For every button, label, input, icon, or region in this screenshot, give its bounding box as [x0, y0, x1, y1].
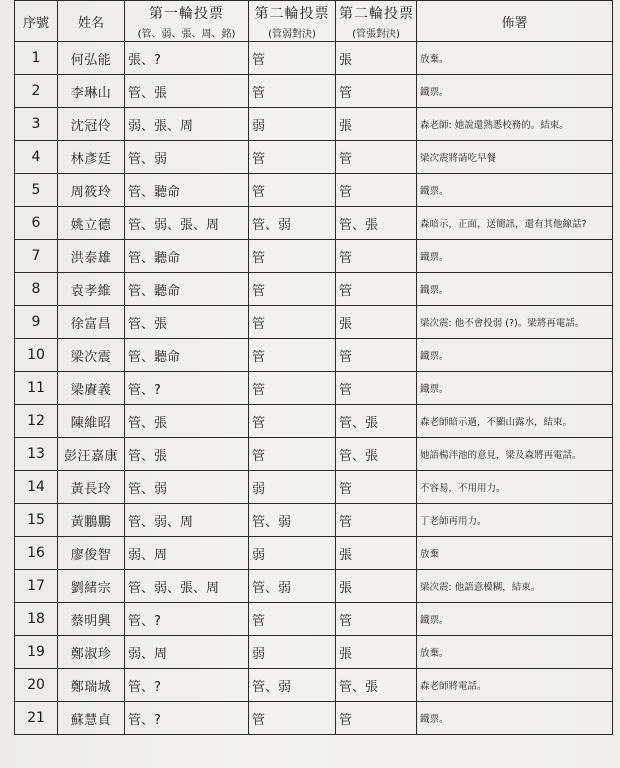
cell-name: 李琳山 — [58, 75, 125, 108]
cell-name: 姚立德 — [58, 207, 125, 240]
cell-round2: 管、弱 — [249, 504, 336, 537]
cell-round1: 管、弱 — [125, 471, 249, 504]
cell-note: 梁次震將請吃早餐 — [417, 141, 613, 174]
cell-round2: 管 — [249, 339, 336, 372]
table-row — [15, 372, 613, 405]
cell-round3: 管、張 — [336, 207, 417, 240]
cell-round3: 管 — [336, 273, 417, 306]
cell-round3: 張 — [336, 108, 417, 141]
cell-seq: 10 — [15, 339, 58, 372]
cell-note: 森老師將電話。 — [417, 669, 613, 702]
cell-round2: 弱 — [249, 471, 336, 504]
cell-round3: 張 — [336, 306, 417, 339]
cell-round2: 管 — [249, 306, 336, 339]
cell-round2: 管、弱 — [249, 570, 336, 603]
cell-note: 鐵票。 — [417, 372, 613, 405]
cell-round1: 管、張 — [125, 405, 249, 438]
table-row — [15, 306, 613, 339]
cell-seq: 11 — [15, 372, 58, 405]
header-note: 佈署 — [417, 1, 613, 42]
cell-name: 洪泰雄 — [58, 240, 125, 273]
table-row — [15, 603, 613, 636]
cell-round1: 管、? — [125, 702, 249, 735]
cell-round3: 管、張 — [336, 438, 417, 471]
cell-seq: 6 — [15, 207, 58, 240]
cell-seq: 19 — [15, 636, 58, 669]
cell-name: 梁次震 — [58, 339, 125, 372]
table-row — [15, 339, 613, 372]
header-round2 — [249, 1, 336, 42]
cell-note: 梁次震: 他不會投弱 (?)。梁將再電話。 — [417, 306, 613, 339]
cell-round2: 管 — [249, 42, 336, 75]
cell-round3: 管 — [336, 471, 417, 504]
cell-round2: 管 — [249, 240, 336, 273]
cell-round1: 管、弱、張、周 — [125, 207, 249, 240]
table-row — [15, 240, 613, 273]
table-row — [15, 141, 613, 174]
cell-round2: 管 — [249, 75, 336, 108]
cell-round2: 弱 — [249, 636, 336, 669]
cell-round2: 管、弱 — [249, 669, 336, 702]
cell-round3: 張 — [336, 570, 417, 603]
cell-note: 森老師: 她說還熟悉校務的。結束。 — [417, 108, 613, 141]
cell-seq: 4 — [15, 141, 58, 174]
cell-seq: 18 — [15, 603, 58, 636]
cell-round1: 管、聽命 — [125, 174, 249, 207]
cell-name: 劉緒宗 — [58, 570, 125, 603]
table-row — [15, 273, 613, 306]
cell-name: 周筱玲 — [58, 174, 125, 207]
cell-note: 梁次震: 他語意模糊，結束。 — [417, 570, 613, 603]
cell-note: 放棄。 — [417, 42, 613, 75]
cell-name: 黃鵬鵬 — [58, 504, 125, 537]
cell-note: 鐵票。 — [417, 603, 613, 636]
header-name: 姓名 — [58, 1, 125, 42]
cell-name: 蘇慧貞 — [58, 702, 125, 735]
table-row — [15, 636, 613, 669]
cell-name: 鄭瑞城 — [58, 669, 125, 702]
cell-name: 何弘能 — [58, 42, 125, 75]
cell-name: 彭汪嘉康 — [58, 438, 125, 471]
cell-round1: 管、聽命 — [125, 273, 249, 306]
cell-round3: 管、張 — [336, 669, 417, 702]
cell-note: 她語楊泮池的意見，梁及森將再電話。 — [417, 438, 613, 471]
vote-table — [14, 0, 613, 735]
cell-round1: 管、? — [125, 669, 249, 702]
table-row — [15, 537, 613, 570]
table-row — [15, 108, 613, 141]
cell-note: 放棄 — [417, 537, 613, 570]
cell-seq: 12 — [15, 405, 58, 438]
cell-seq: 5 — [15, 174, 58, 207]
cell-round1: 管、? — [125, 603, 249, 636]
cell-round2: 管 — [249, 174, 336, 207]
cell-round3: 管 — [336, 174, 417, 207]
cell-seq: 8 — [15, 273, 58, 306]
cell-seq: 14 — [15, 471, 58, 504]
cell-round3: 管 — [336, 504, 417, 537]
cell-round1: 弱、周 — [125, 537, 249, 570]
cell-round2: 管 — [249, 603, 336, 636]
cell-name: 徐富昌 — [58, 306, 125, 339]
table-row — [15, 471, 613, 504]
cell-seq: 20 — [15, 669, 58, 702]
cell-seq: 9 — [15, 306, 58, 339]
cell-note: 鐵票。 — [417, 75, 613, 108]
cell-round3: 管 — [336, 702, 417, 735]
cell-round1: 管、聽命 — [125, 339, 249, 372]
cell-seq: 3 — [15, 108, 58, 141]
header-round2-title: 第二輪投票 — [254, 5, 330, 22]
table-row — [15, 207, 613, 240]
cell-round3: 管 — [336, 141, 417, 174]
cell-note: 鐵票。 — [417, 240, 613, 273]
table-row — [15, 504, 613, 537]
cell-note: 鐵票。 — [417, 339, 613, 372]
cell-seq: 7 — [15, 240, 58, 273]
cell-round2: 弱 — [249, 108, 336, 141]
cell-seq: 1 — [15, 42, 58, 75]
cell-round2: 管 — [249, 372, 336, 405]
cell-seq: 16 — [15, 537, 58, 570]
cell-round1: 張、? — [125, 42, 249, 75]
cell-name: 黃長玲 — [58, 471, 125, 504]
cell-seq: 15 — [15, 504, 58, 537]
cell-round1: 弱、張、周 — [125, 108, 249, 141]
cell-note: 不容易，不用用力。 — [417, 471, 613, 504]
table-row — [15, 75, 613, 108]
header-round2-sub: (管弱對決) — [268, 28, 316, 40]
cell-round2: 管 — [249, 405, 336, 438]
cell-round1: 弱、周 — [125, 636, 249, 669]
header-row — [15, 1, 613, 42]
cell-round1: 管、? — [125, 372, 249, 405]
cell-seq: 21 — [15, 702, 58, 735]
cell-round2: 管 — [249, 141, 336, 174]
header-round3-title: 第二輪投票 — [339, 5, 414, 22]
cell-round1: 管、弱、張、周 — [125, 570, 249, 603]
cell-round2: 管 — [249, 438, 336, 471]
cell-name: 蔡明興 — [58, 603, 125, 636]
cell-seq: 13 — [15, 438, 58, 471]
cell-name: 廖俊智 — [58, 537, 125, 570]
cell-round1: 管、弱 — [125, 141, 249, 174]
cell-round3: 管 — [336, 372, 417, 405]
cell-round3: 張 — [336, 42, 417, 75]
cell-round1: 管、張 — [125, 75, 249, 108]
cell-round3: 管 — [336, 240, 417, 273]
cell-name: 梁賡義 — [58, 372, 125, 405]
cell-round3: 管、張 — [336, 405, 417, 438]
cell-note: 放棄。 — [417, 636, 613, 669]
cell-note: 鐵票。 — [417, 702, 613, 735]
cell-note: 鐵票。 — [417, 174, 613, 207]
table-row — [15, 405, 613, 438]
cell-round3: 管 — [336, 603, 417, 636]
cell-note: 森老師暗示過，不顯山露水，結束。 — [417, 405, 613, 438]
table-row — [15, 669, 613, 702]
cell-round3: 管 — [336, 339, 417, 372]
header-round3-sub: (管張對決) — [352, 28, 400, 40]
cell-seq: 17 — [15, 570, 58, 603]
cell-note: 森暗示，正面，送簡訊，還有其他線話? — [417, 207, 613, 240]
cell-note: 丁老師再用力。 — [417, 504, 613, 537]
header-seq: 序號 — [15, 1, 58, 42]
table-row — [15, 174, 613, 207]
table-row — [15, 570, 613, 603]
header-round1-title: 第一輪投票 — [149, 5, 224, 22]
cell-name: 鄭淑珍 — [58, 636, 125, 669]
cell-name: 沈冠伶 — [58, 108, 125, 141]
cell-note: 鐵票。 — [417, 273, 613, 306]
cell-round1: 管、聽命 — [125, 240, 249, 273]
cell-name: 袁孝維 — [58, 273, 125, 306]
header-round3 — [336, 1, 417, 42]
table-row — [15, 42, 613, 75]
cell-round2: 管 — [249, 273, 336, 306]
cell-round1: 管、張 — [125, 438, 249, 471]
table-row — [15, 702, 613, 735]
cell-round2: 弱 — [249, 537, 336, 570]
cell-round3: 張 — [336, 636, 417, 669]
header-round1 — [125, 1, 249, 42]
header-round1-sub: (管、弱、張、周、銘) — [137, 28, 236, 40]
cell-round3: 張 — [336, 537, 417, 570]
cell-name: 林彥廷 — [58, 141, 125, 174]
table-body — [15, 42, 613, 735]
cell-round2: 管 — [249, 702, 336, 735]
cell-round1: 管、弱、周 — [125, 504, 249, 537]
cell-round3: 管 — [336, 75, 417, 108]
table-row — [15, 438, 613, 471]
cell-name: 陳維昭 — [58, 405, 125, 438]
cell-round1: 管、張 — [125, 306, 249, 339]
cell-round2: 管、弱 — [249, 207, 336, 240]
cell-seq: 2 — [15, 75, 58, 108]
